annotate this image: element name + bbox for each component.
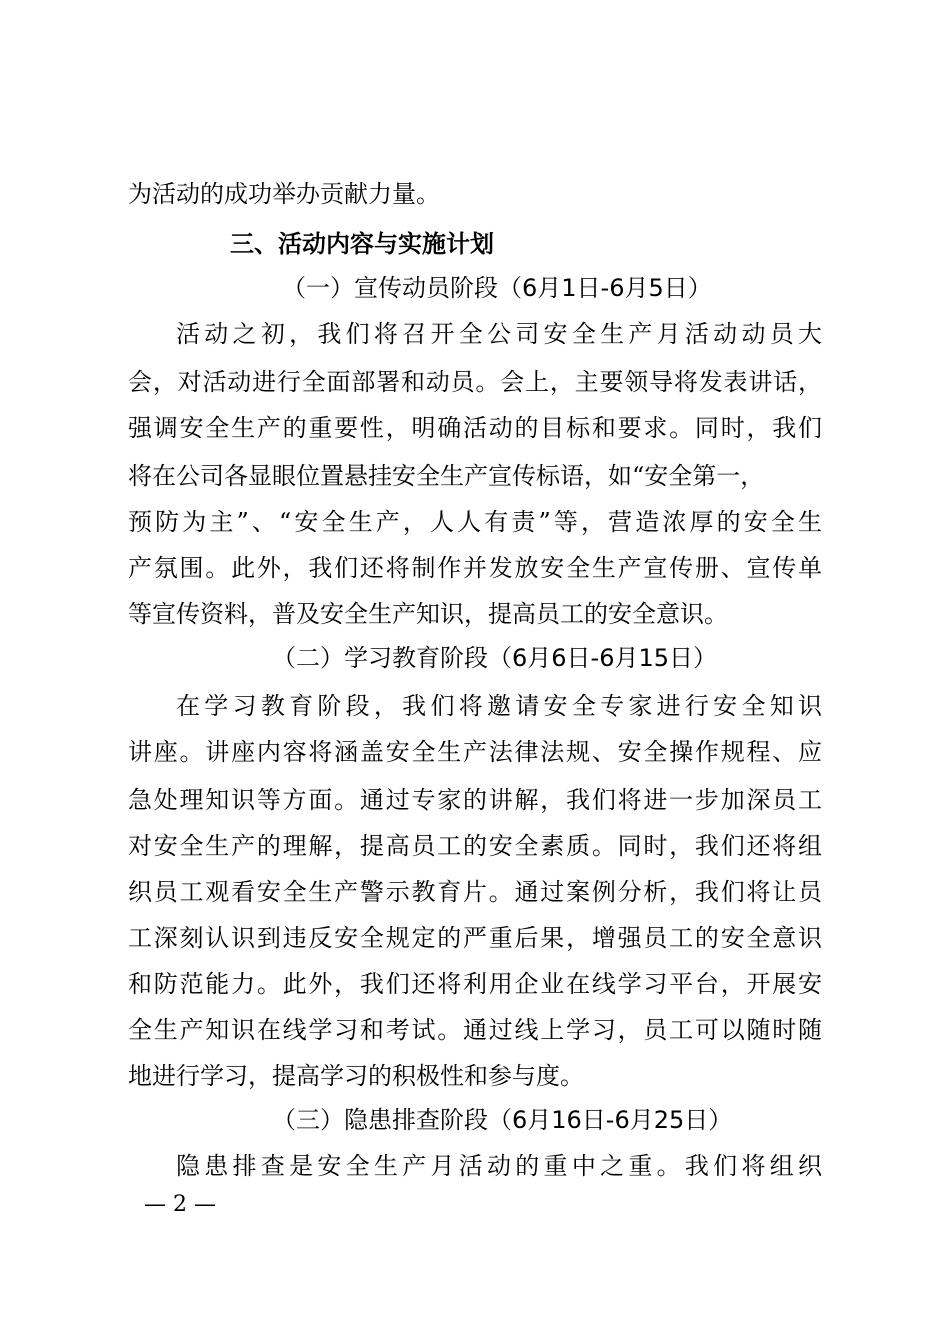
paragraph-line: 织员工观看安全生产警示教育片。通过案例分析，我们将让员 <box>128 878 822 906</box>
paragraph-line: 等宣传资料，普及安全生产知识，提高员工的安全意识。 <box>128 600 728 628</box>
paragraph-line: 活动之初，我们将召开全公司安全生产月活动动员大 <box>176 320 822 348</box>
paragraph-line: 会，对活动进行全面部署和动员。会上，主要领导将发表讲话， <box>128 368 822 396</box>
paragraph-line: 全生产知识在线学习和考试。通过线上学习，员工可以随时随 <box>128 1016 822 1044</box>
paragraph-line: 急处理知识等方面。通过专家的讲解，我们将进一步加深员工 <box>128 786 822 814</box>
phase-3-title: （三）隐患排查阶段（6月16日-6月25日） <box>272 1106 733 1134</box>
page-number: — 2 — <box>144 1192 216 1217</box>
paragraph-line: 地进行学习，提高学习的积极性和参与度。 <box>128 1062 584 1090</box>
section-title: 三、活动内容与实施计划 <box>230 230 494 258</box>
paragraph-line: 产氛围。此外，我们还将制作并发放安全生产宣传册、宣传单 <box>128 554 822 582</box>
paragraph-line: 和防范能力。此外，我们还将利用企业在线学习平台，开展安 <box>128 970 822 998</box>
phase-1-title: （一）宣传动员阶段（6月1日-6月5日） <box>282 274 712 302</box>
paragraph-line: 工深刻认识到违反安全规定的严重后果，增强员工的安全意识 <box>128 924 822 952</box>
paragraph-line: 将在公司各显眼位置悬挂安全生产宣传标语，如“安全第一， <box>128 462 765 490</box>
paragraph-line: 预防为主”、“安全生产，人人有责”等，营造浓厚的安全生 <box>128 508 822 536</box>
paragraph-line: 讲座。讲座内容将涵盖安全生产法律法规、安全操作规程、应 <box>128 738 822 766</box>
paragraph-line: 强调安全生产的重要性，明确活动的目标和要求。同时，我们 <box>128 414 822 442</box>
paragraph-line: 对安全生产的理解，提高员工的安全素质。同时，我们还将组 <box>128 832 822 860</box>
paragraph-line: 在学习教育阶段，我们将邀请安全专家进行安全知识 <box>176 692 822 720</box>
phase-2-title: （二）学习教育阶段（6月6日-6月15日） <box>272 644 718 672</box>
paragraph-line: 隐患排查是安全生产月活动的重中之重。我们将组织 <box>176 1152 822 1180</box>
intro-tail-line: 为活动的成功举办贡献力量。 <box>128 180 440 208</box>
